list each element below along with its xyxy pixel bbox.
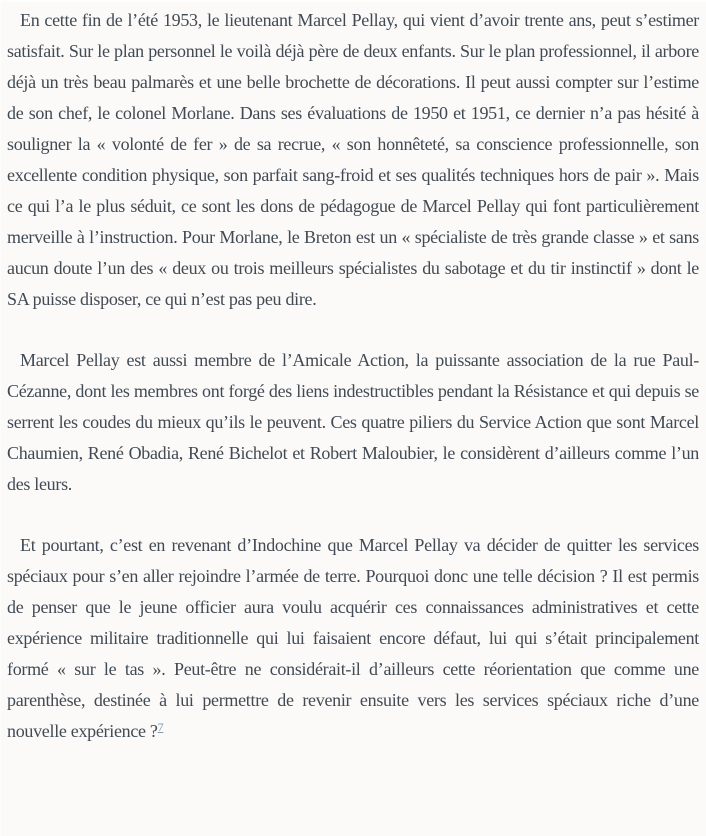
paragraph-text: En cette fin de l’été 1953, le lieutenant Marcel Pellay, qui vient d’avoir trente ans, peut s’estimer satisfait. Sur le plan personnel le voilà déjà père de deux enfants. Sur le plan professionnel, il arbore déjà un très beau palmarès et une belle brochette de décorations. Il peut aussi compter sur l’estime de son chef, le colonel Morlane. Dans ses évaluations de 1950 et 1951, ce dernier n’a pas hésité à souligner la « volonté de fer » de sa recrue, « son honnêteté, sa conscience professionnelle, son excellente condition physique, son parfait sang-froid et ses qualités techniques hors de pair ». Mais ce qui l’a le plus séduit, ce sont les dons de pédagogue de Marcel Pellay qui font particulièrement merveille à l’instruction. Pour Morlane, le Breton est un « spécialiste de très grande classe » et sans aucun doute l’un des « deux ou trois meilleurs spécialistes du sabotage et du tir instinctif » dont le SA puisse disposer, ce qui n’est pas peu dire. — [7, 10, 699, 309]
body-paragraph — [7, 5, 699, 315]
footnote-superscript — [158, 719, 164, 735]
paragraph-text: Marcel Pellay est aussi membre de l’Amicale Action, la puissante association de la rue Paul-Cézanne, dont les membres ont forgé des liens indestructibles pendant la Résistance et qui depuis se serrent les coudes du mieux qu’ils le peuvent. Ces quatre piliers du Service Action que sont Marcel Chaumien, René Obadia, René Bichelot et Robert Maloubier, le considèrent d’ailleurs comme l’un des leurs. — [7, 350, 699, 494]
body-paragraph — [7, 530, 699, 747]
body-paragraph — [7, 345, 699, 500]
footnote-ref-link[interactable]: 7 — [157, 720, 164, 734]
paragraph-text: Et pourtant, c’est en revenant d’Indochine que Marcel Pellay va décider de quitter les services spéciaux pour s’en aller rejoindre l’armée de terre. Pourquoi donc une telle décision ? Il est permis de penser que le jeune officier aura voulu acquérir ces connaissances administratives et cette expérience militaire traditionnelle qui lui faisaient encore défaut, lui qui s’était principalement formé « sur le tas ». Peut-être ne considérait-il d’ailleurs cette réorientation que comme une parenthèse, destinée à lui permettre de revenir ensuite vers les services spéciaux riche d’une nouvelle expérience ? — [7, 535, 699, 741]
